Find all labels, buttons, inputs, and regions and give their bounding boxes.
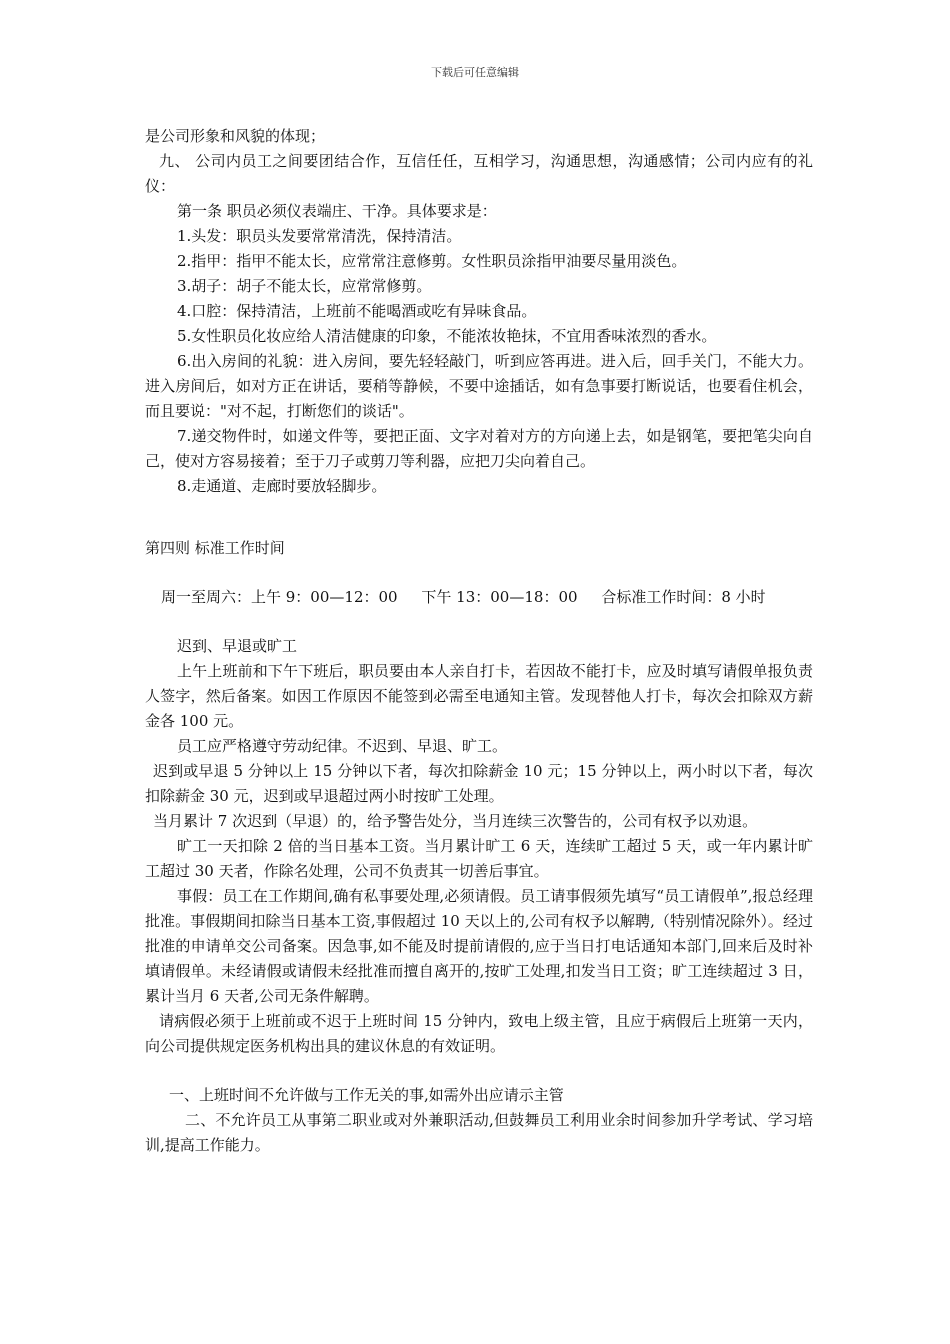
paragraph: 1.头发：职员头发要常常清洗，保持清洁。 xyxy=(177,227,462,245)
paragraph: 2.指甲：指甲不能太长，应常常注意修剪。女性职员涂指甲油要尽量用淡色。 xyxy=(177,252,687,270)
paragraph: 7.递交物件时，如递文件等，要把正面、文字对着对方的方向递上去，如是钢笔，要把笔尖向自己，使对方容易接着；至于刀子或剪刀等利器，应把刀尖向着自己。 xyxy=(145,427,813,470)
work-hours-line: 周一至周六：上午 9：00—12：00 下午 13：00—18：00 合标准工作时间：8 小时 xyxy=(161,588,766,606)
document-body xyxy=(145,124,813,1158)
paragraph: 上午上班前和下午下班后，职员要由本人亲自打卡，若因故不能打卡，应及时填写请假单报负责人签字，然后备案。如因工作原因不能签到必需至电通知主管。发现替他人打卡，每次会扣除双方薪金各 100 元。 xyxy=(145,662,813,730)
spacer xyxy=(145,1059,813,1083)
spacer xyxy=(145,561,813,585)
paragraph: 3.胡子：胡子不能太长，应常常修剪。 xyxy=(177,277,432,295)
spacer xyxy=(145,610,813,634)
paragraph: 迟到或早退 5 分钟以上 15 分钟以下者，每次扣除薪金 10 元；15 分钟以上，两小时以下者，每次扣除薪金 30 元，迟到或早退超过两小时按旷工处理。 xyxy=(145,762,813,805)
paragraph: 是公司形象和风貌的体现； xyxy=(145,127,326,145)
paragraph: 请病假必须于上班前或不迟于上班时间 15 分钟内，致电上级主管，且应于病假后上班第一天内，向公司提供规定医务机构出具的建议休息的有效证明。 xyxy=(145,1012,813,1055)
paragraph: 当月累计 7 次迟到（早退）的，给予警告处分，当月连续三次警告的，公司有权予以劝退。 xyxy=(153,812,758,830)
paragraph: 6.出入房间的礼貌：进入房间，要先轻轻敲门，听到应答再进。进入后，回手关门，不能大力。进入房间后，如对方正在讲话，要稍等静候，不要中途插话，如有急事要打断说话，也要看住机会，而且要说："对不起，打断您们的谈话"。 xyxy=(145,352,813,420)
page-header: 下载后可任意编辑 xyxy=(431,66,519,79)
paragraph: 8.走通道、走廊时要放轻脚步。 xyxy=(177,477,387,495)
rule-item: 二、不允许员工从事第二职业或对外兼职活动,但鼓舞员工利用业余时间参加升学考试、学习培训,提高工作能力。 xyxy=(145,1111,813,1154)
paragraph: 事假：员工在工作期间,确有私事要处理,必须请假。员工请事假须先填写“员工请假单”,报总经理批准。事假期间扣除当日基本工资,事假超过 10 天以上的,公司有权予以解聘,（特别情况除外）。经过批准的申请单交公司备案。因急事,如不能及时提前请假的,应于当日打电话通知本部门,回来后及时补填请假单。未经请假或请假未经批准而擅自离开的,按旷工处理,扣发当日工资；旷工连续超过 3 日，累计当月 6 天者,公司无条件解聘。 xyxy=(145,887,813,1005)
paragraph: 九、 公司内员工之间要团结合作，互信任任，互相学习，沟通思想，沟通感情；公司内应有的礼仪： xyxy=(145,152,813,195)
paragraph: 旷工一天扣除 2 倍的当日基本工资。当月累计旷工 6 天，连续旷工超过 5 天，或一年内累计旷工超过 30 天者，作除名处理，公司不负责其一切善后事宜。 xyxy=(145,837,813,880)
spacer xyxy=(145,499,813,536)
paragraph: 5.女性职员化妆应给人清洁健康的印象，不能浓妆艳抹，不宜用香味浓烈的香水。 xyxy=(177,327,717,345)
paragraph: 员工应严格遵守劳动纪律。不迟到、早退、旷工。 xyxy=(177,737,508,755)
subsection-heading: 迟到、早退或旷工 xyxy=(177,637,298,655)
section-heading: 第四则 标准工作时间 xyxy=(145,539,285,557)
paragraph: 第一条 职员必须仪表端庄、干净。具体要求是： xyxy=(177,202,497,220)
paragraph: 4.口腔：保持清洁，上班前不能喝酒或吃有异味食品。 xyxy=(177,302,537,320)
rule-item: 一、上班时间不允许做与工作无关的事,如需外出应请示主管 xyxy=(169,1086,564,1104)
